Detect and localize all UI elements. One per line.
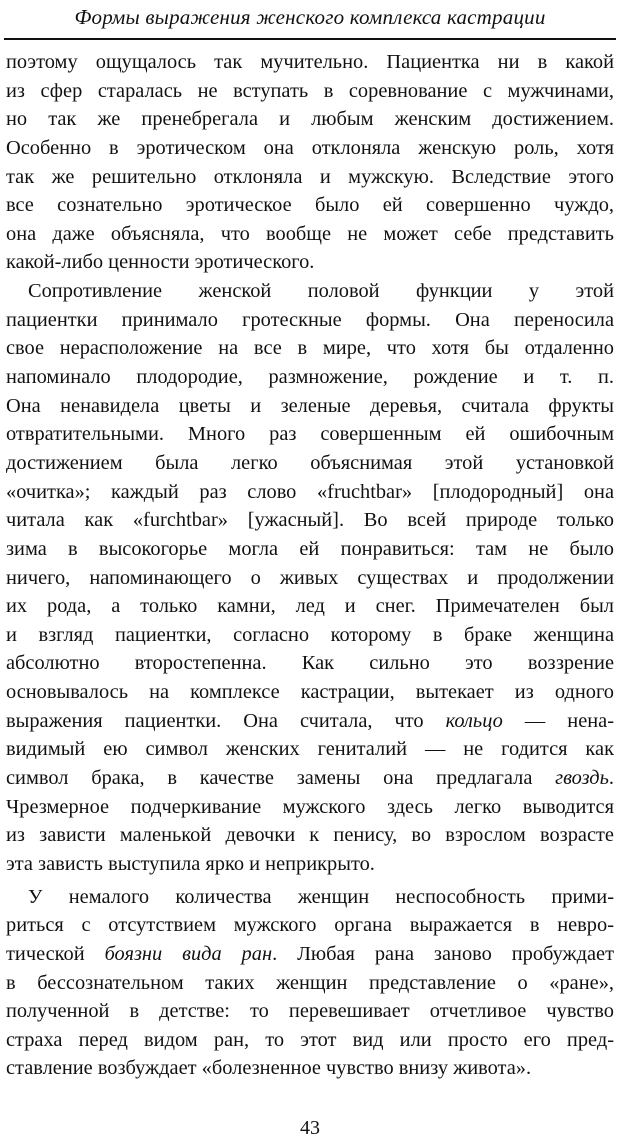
text-line: зима в высокогорье могла ей понравиться: там не было (6, 537, 614, 560)
running-header: Формы выражения женского комплекса кастрации (74, 5, 546, 29)
text-line: какой-либо ценности эротического. (6, 251, 315, 274)
page-number: 43 (300, 1117, 320, 1139)
text-line: полученной в детстве: то перевешивает отчетливое чувство (6, 1000, 614, 1023)
text-line: Чрезмерное подчеркивание мужского здесь легко выводится (6, 795, 614, 818)
text-line: их рода, а только камни, лед и снег. Примечателен был (6, 595, 614, 618)
text-line: из зависти маленькой девочки к пенису, во взрослом возрасте (6, 824, 614, 847)
emphasized-text: кольцо (445, 709, 503, 732)
text-line: Она ненавидела цветы и зеленые деревья, считала фрукты (6, 394, 614, 417)
text-line: она даже объясняла, что вообще не может себе представить (6, 222, 614, 245)
text-line: поэтому ощущалось так мучительно. Пациентка ни в какой (6, 51, 614, 73)
text-line: ставление возбуждает «болезненное чувство внизу живота». (6, 1057, 532, 1080)
text-line: тической боязни вида ран. Любая рана заново пробуждает (6, 942, 615, 965)
text-line: Особенно в эротическом она отклоняла женскую роль, хотя (6, 136, 614, 159)
text-line: и взгляд пациентки, согласно которому в браке женщина (6, 623, 614, 646)
paragraph-1 (6, 48, 614, 277)
text-line: Сопротивление женской половой функции у этой (28, 280, 614, 303)
text-line: символ брака, в качестве замены она предлагала гвоздь. (6, 767, 614, 790)
text-line: читала как «furchtbar» [ужасный]. Во всей природе только (6, 509, 614, 532)
text-line: видимый ею символ женских гениталий — не годится как (6, 738, 614, 761)
text-line: отвратительными. Много раз совершенным ей ошибочным (6, 423, 614, 446)
paragraph-3 (6, 883, 614, 1083)
text-line: выражения пациентки. Она считала, что кольцо — нена- (6, 709, 614, 732)
text-line: но так же пренебрегала и любым женским достижением. (6, 108, 614, 131)
text-line: «очитка»; каждый раз слово «fruchtbar» [плодородный] она (6, 480, 614, 503)
text-line: ничего, напоминающего о живых существах и продолжении (6, 566, 614, 589)
text-line: все сознательно эротическое было ей совершенно чуждо, (6, 194, 614, 217)
text-line: риться с отсутствием мужского органа выражается в невро- (6, 914, 614, 937)
text-line: так же решительно отклоняла и мужскую. Вследствие этого (6, 165, 614, 188)
text-line: достижением была легко объяснимая этой установкой (6, 451, 614, 474)
paragraph-2 (6, 277, 614, 878)
text-line: из сфер старалась не вступать в соревнование с мужчинами, (6, 79, 614, 102)
text-line: пациентки принимало гротескные формы. Она переносила (6, 308, 614, 331)
text-line: эта зависть выступила ярко и неприкрыто. (6, 852, 375, 875)
emphasized-text: боязни вида ран (104, 942, 273, 965)
text-line: абсолютно второстепенна. Как сильно это воззрение (6, 652, 614, 675)
text-line: У немалого количества женщин неспособность прими- (28, 885, 614, 908)
header-rule (4, 38, 616, 40)
emphasized-text: гвоздь (555, 767, 609, 790)
text-line: страха перед видом ран, то этот вид или просто его пред- (6, 1028, 614, 1051)
body-text (6, 48, 614, 1083)
text-line: в бессознательном таких женщин представление о «ране», (6, 971, 614, 994)
text-line: свое нерасположение на все в мире, что хотя бы отдаленно (6, 337, 614, 360)
text-line: основывалось на комплексе кастрации, вытекает из одного (6, 681, 614, 704)
text-line: напоминало плодородие, размножение, рождение и т. п. (6, 366, 614, 389)
